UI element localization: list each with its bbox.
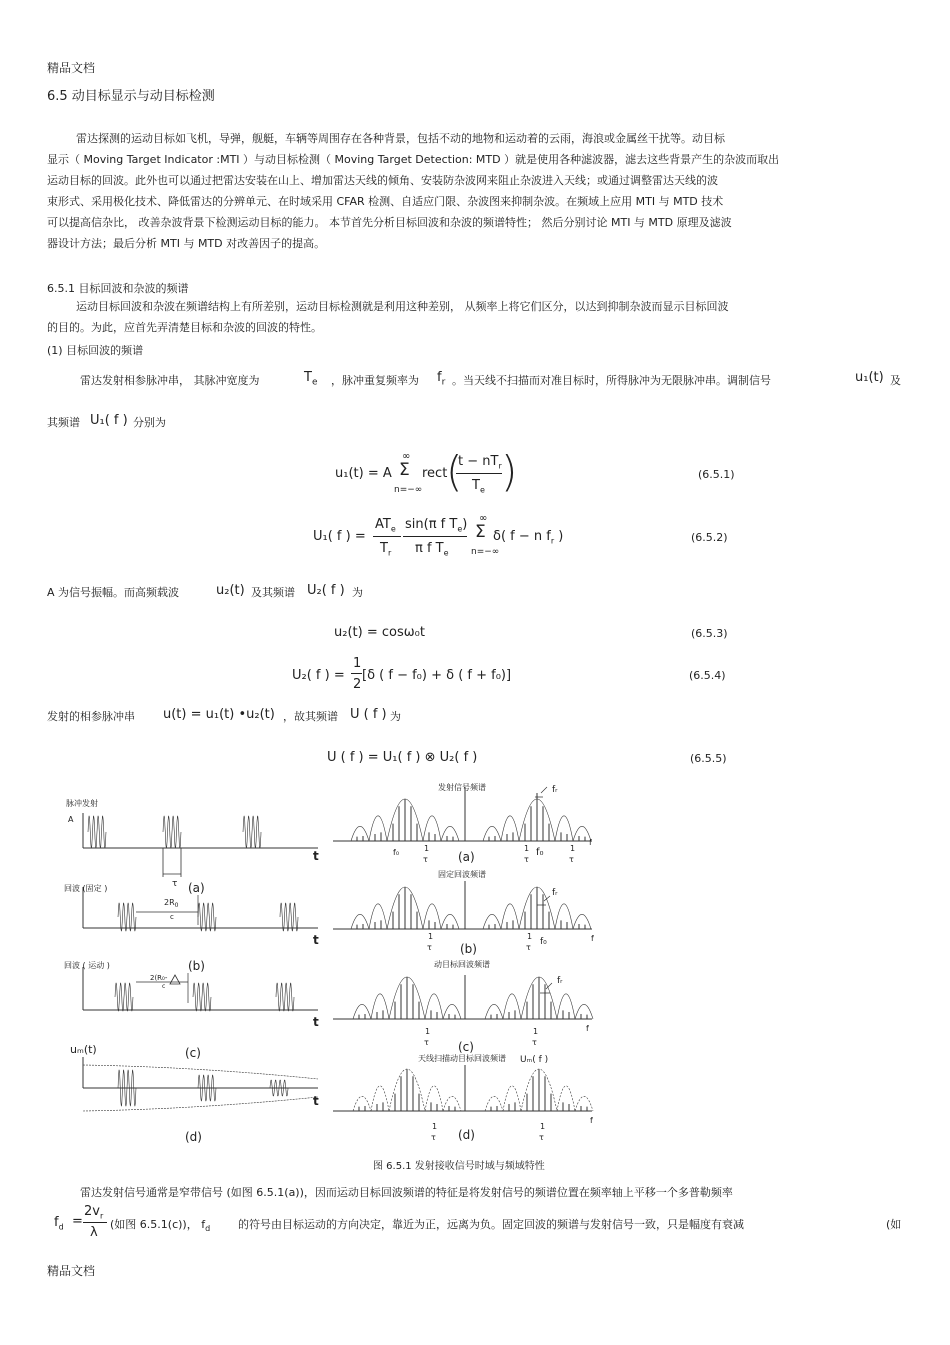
figure-caption: 图 6.5.1 发射接收信号时域与频域特性 — [373, 1161, 545, 1172]
paragraph-line: 的目的。为此，应首先弄清楚目标和杂波的回波的特性。 — [47, 321, 322, 334]
paragraph-text: 的符号由目标运动的方向决定，靠近为正，远离为负。固定回波的频谱与发射信号一致，只是幅度有衰减 — [238, 1218, 744, 1231]
intro-line: 运动目标的回波。此外也可以通过把雷达安装在山上、增加雷达天线的倾角、安装防杂波网来阻止杂波进入天线；或通过调整雷达天线的波 — [47, 174, 718, 187]
label-tau: τ — [539, 1133, 544, 1142]
frac-num: sin(π f $T_e$) — [405, 517, 468, 534]
label-tau: τ — [423, 855, 428, 864]
subsection-title: 6.5.1 目标回波和杂波的频谱 — [47, 282, 189, 295]
label-d: (d) — [458, 1128, 475, 1142]
label-b: (b) — [188, 959, 205, 973]
rect-func: rect — [422, 466, 448, 481]
paragraph-text: A 为信号振幅。而高频载波 — [47, 586, 180, 599]
axis-t: t — [313, 849, 319, 863]
paragraph-text: 。当天线不扫描而对准目标时，所得脉冲为无限脉冲串。调制信号 — [452, 374, 771, 387]
label-1: 1 — [428, 932, 434, 941]
label-moving: 回波 ( 运动 ) — [64, 961, 110, 970]
eq-rhs: [δ ( f − f₀) + δ ( f + f₀)] — [362, 668, 512, 683]
paragraph-text: (如 — [886, 1218, 902, 1231]
label-tau: τ — [532, 1038, 537, 1047]
pulse-burst — [198, 903, 216, 931]
symbol-eq: = — [72, 1214, 83, 1229]
sum-upper: ∞ — [402, 451, 411, 462]
symbol-U1f: U₁( f ) — [90, 413, 128, 428]
symbol-fd: $f_d$ — [54, 1215, 64, 1232]
pulse-burst — [118, 903, 136, 931]
symbol-u1t: u₁(t) — [855, 370, 884, 385]
paragraph-line: 运动目标回波和杂波在频谱结构上有所差别，运动目标检测就是利用这种差别， 从频率上将它们区分，以达到抑制杂波而显示目标回波 — [76, 300, 729, 313]
label-fixed: 回波 (固定 ) — [64, 884, 108, 893]
paragraph-text: (如图 6.5.1(c))， $f_d$ — [110, 1218, 211, 1234]
intro-line: 雷达探测的运动目标如飞机，导弹，舰艇，车辆等周围存在各种背景，包括不动的地物和运动着的云雨，海浪或金属丝干扰等。动目标 — [76, 132, 725, 145]
label-1: 1 — [540, 1122, 546, 1131]
axis-f: f — [586, 1024, 589, 1033]
figure-6-5-1 — [0, 775, 950, 1155]
frac-den: π f $T_e$ — [415, 541, 449, 558]
target-triangle — [170, 975, 180, 984]
label-A: A — [68, 815, 74, 824]
frac-bar — [351, 673, 362, 674]
fr-marker — [540, 983, 552, 993]
title-spectrum-d-um: Uₘ( f ) — [520, 1055, 549, 1065]
label-b: (b) — [460, 942, 477, 956]
label-f0: f₀ — [536, 847, 544, 858]
eq-number: (6.5.1) — [698, 468, 735, 481]
intro-line: 显示（ Moving Target Indicator :MTI ）与动目标检测（ Moving Target Detection: MTD ）就是使用各种滤波器，滤去这些背景产生的杂波而取出 — [47, 153, 780, 166]
intro-line: 可以提高信杂比， 改善杂波背景下检测运动目标的能力。 本节首先分析目标回波和杂波的频谱特性； 然后分别讨论 MTI 与 MTD 原理及滤波 — [47, 216, 732, 229]
label-tau: τ — [526, 943, 531, 952]
label-a: (a) — [188, 881, 205, 895]
label-f0: f₀ — [540, 937, 547, 947]
symbol: u(t) = u₁(t) •u₂(t) — [163, 707, 275, 722]
eq-number: (6.5.3) — [691, 627, 728, 640]
axis-t: t — [313, 1094, 319, 1108]
intro-line: 束形式、采用极化技术、降低雷达的分辨单元、在时域采用 CFAR 检测、自适应门限、杂波图来抑制杂波。在频域上应用 MTI 与 MTD 技术 — [47, 195, 724, 208]
label-2Rv: 2(R₀- — [150, 974, 168, 982]
frac-num: $AT_e$ — [375, 517, 396, 534]
frac-num: $2v_r$ — [84, 1204, 104, 1221]
label-1: 1 — [533, 1027, 539, 1036]
section-title: 6.5 动目标显示与动目标检测 — [47, 89, 215, 104]
pulse-burst — [276, 983, 294, 1011]
label-pulse: 脉冲发射 — [66, 799, 98, 808]
frac-bar — [373, 536, 401, 537]
paragraph-text: 及其频谱 — [251, 586, 295, 599]
paragraph-text: 为 — [390, 710, 401, 723]
eq-lhs: U₂( f ) = — [292, 668, 345, 683]
eq-number: (6.5.5) — [690, 752, 727, 765]
pulse-burst — [115, 983, 133, 1011]
paragraph-text: 其频谱 — [47, 416, 80, 429]
equation-6-5-3: u₂(t) = cosω₀t — [334, 625, 425, 640]
label-fr: fᵣ — [552, 785, 558, 795]
sum-symbol: Σ — [475, 522, 486, 542]
sum-lower: n=−∞ — [394, 485, 423, 495]
sum-lower: n=−∞ — [471, 547, 500, 557]
label-tau: τ — [569, 855, 574, 864]
label-fr: fᵣ — [552, 888, 558, 898]
label-1: 1 — [432, 1122, 438, 1131]
frac-den: λ — [90, 1225, 98, 1240]
pulse-burst — [193, 983, 211, 1011]
label-c: (c) — [458, 1040, 474, 1054]
pulse-burst — [88, 816, 106, 848]
paren-open: ( — [446, 447, 463, 496]
label-tau: τ — [524, 855, 529, 864]
paragraph-text: 雷达发射信号通常是窄带信号 (如图 6.5.1(a))，因而运动目标回波频谱的特征是将发射信号的频谱位置在频率轴上平移一个多普勒频率 — [80, 1186, 733, 1199]
symbol-fr: $f_r$ — [437, 370, 446, 388]
title-spectrum-a: 发射信号频谱 — [438, 783, 486, 792]
label-fr: fᵣ — [557, 976, 563, 986]
frac-den: $T_r$ — [380, 541, 392, 558]
label-tau: τ — [424, 1038, 429, 1047]
axis-f: f — [591, 934, 594, 943]
envelope-lower — [83, 1097, 318, 1111]
symbol-Te: $T_e$ — [304, 370, 318, 388]
label-tau: τ — [172, 879, 178, 889]
page-footer: 精品文档 — [47, 1264, 96, 1278]
label-2R0: $2R_0$ — [164, 898, 179, 909]
pulse-burst — [243, 816, 261, 848]
frac-num: 1 — [353, 656, 362, 671]
title-spectrum-d: 天线扫描动目标回波频谱 — [418, 1054, 506, 1063]
tau-marker — [163, 848, 181, 877]
paragraph-text: ，脉冲重复频率为 — [331, 374, 419, 387]
label-d: (d) — [185, 1130, 202, 1144]
label-1: 1 — [524, 844, 530, 853]
label-tau: τ — [427, 943, 432, 952]
eq-lhs: U₁( f ) = — [313, 529, 366, 544]
label-1: 1 — [425, 1027, 431, 1036]
frac-den: 2 — [353, 677, 362, 692]
label-f0: f₀ — [393, 848, 400, 857]
symbol: U ( f ) — [350, 707, 387, 722]
label-1: 1 — [527, 932, 533, 941]
paragraph-text: 分别为 — [133, 416, 166, 429]
title-spectrum-c: 动目标回波频谱 — [434, 960, 490, 969]
sum-upper: ∞ — [479, 513, 488, 524]
frac-den: $T_e$ — [472, 478, 485, 495]
pulse-burst — [280, 903, 298, 931]
label-tau: τ — [431, 1133, 436, 1142]
title-spectrum-b: 固定回波频谱 — [438, 870, 486, 879]
eq-tail: δ( f − n $f_r$ ) — [493, 529, 564, 546]
axis-f: f — [589, 838, 592, 847]
list-item-title: (1) 目标回波的频谱 — [47, 344, 144, 357]
label-1: 1 — [424, 844, 430, 853]
symbol: u₂(t) — [216, 583, 245, 598]
paragraph-text: 发射的相参脉冲串 — [47, 710, 135, 723]
sum-symbol: Σ — [399, 460, 410, 480]
axis-f: f — [590, 1116, 593, 1125]
eq-number: (6.5.2) — [691, 531, 728, 544]
symbol: U₂( f ) — [307, 583, 345, 598]
axis-t: t — [313, 1015, 319, 1029]
axis-t: t — [313, 933, 319, 947]
pulse-burst — [163, 816, 181, 848]
frac-bar — [83, 1222, 107, 1223]
frac-num: $t - nT_r$ — [458, 454, 502, 471]
eq-number: (6.5.4) — [689, 669, 726, 682]
paragraph-text: 为 — [352, 586, 363, 599]
paragraph-text: 雷达发射相参脉冲串， 其脉冲宽度为 — [80, 374, 260, 387]
frac-bar — [456, 473, 502, 474]
page-header: 精品文档 — [47, 61, 96, 75]
paragraph-text: 及 — [890, 374, 901, 387]
eq-lhs: u₁(t) = A — [335, 466, 392, 481]
label-um: uₘ(t) — [70, 1043, 97, 1056]
paragraph-text: ，故其频谱 — [283, 710, 338, 723]
label-1: 1 — [570, 844, 576, 853]
paren-close: ) — [501, 447, 518, 496]
label-c: c — [170, 913, 174, 921]
frac-bar — [403, 536, 467, 537]
label-c: (c) — [185, 1046, 201, 1060]
equation-6-5-5: U ( f ) = U₁( f ) ⊗ U₂( f ) — [327, 750, 478, 765]
label-c: c — [162, 983, 166, 990]
intro-line: 器设计方法；最后分析 MTI 与 MTD 对改善因子的提高。 — [47, 237, 326, 250]
label-a: (a) — [458, 850, 475, 864]
